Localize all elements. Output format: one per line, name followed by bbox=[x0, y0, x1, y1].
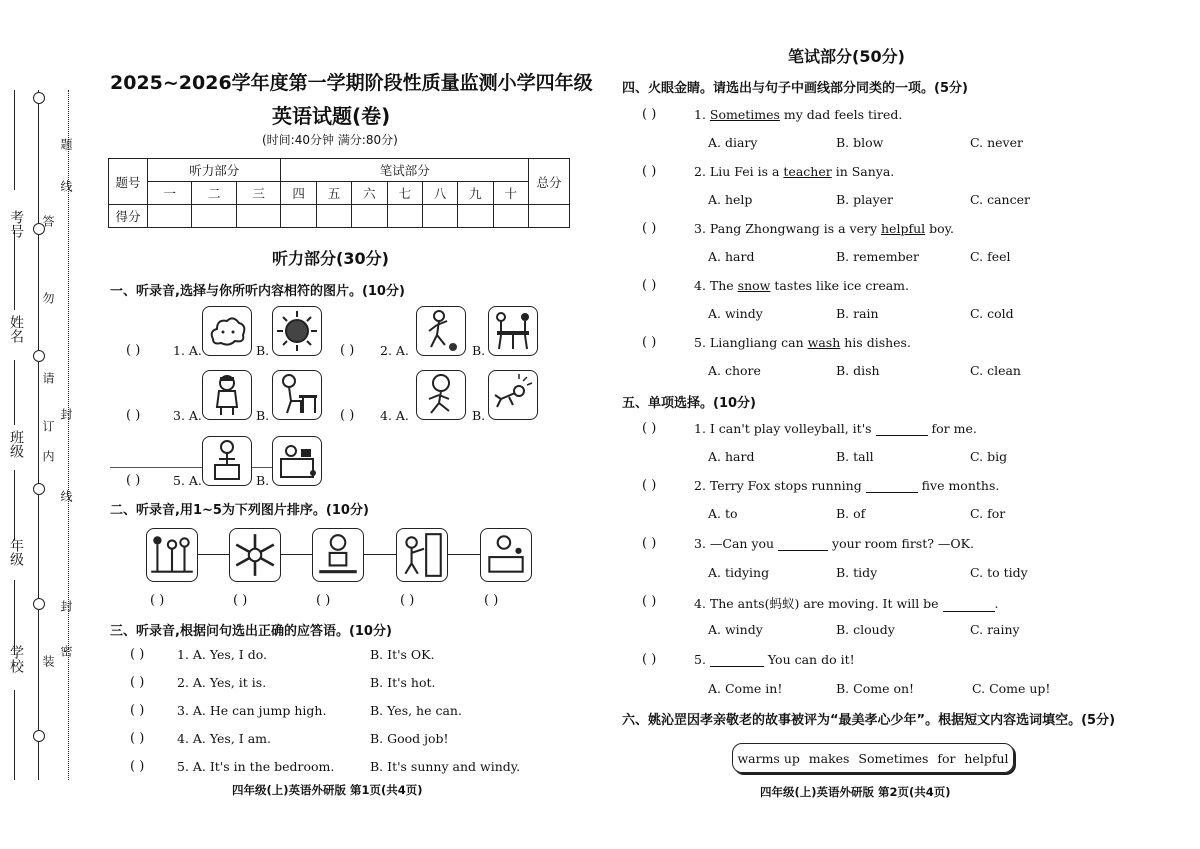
seal-char: 答 bbox=[41, 215, 55, 227]
option-b: B. bbox=[256, 408, 270, 423]
seal-char: 密 bbox=[59, 645, 73, 657]
question-text: 2. Terry Fox stops running five months. bbox=[694, 478, 1000, 493]
option-b: B. It's OK. bbox=[370, 647, 435, 662]
option-c: C. cancer bbox=[970, 192, 1030, 207]
score-col: 七 bbox=[387, 182, 422, 205]
option-a: A. hard bbox=[708, 449, 755, 464]
exam-number-label: 考号 bbox=[8, 210, 24, 238]
option-b: B. It's hot. bbox=[370, 675, 436, 690]
answer-paren[interactable]: ( ) bbox=[642, 107, 657, 122]
cloud-icon bbox=[202, 306, 252, 356]
option-b: B. bbox=[472, 408, 486, 423]
option-a: 1. A. Yes, I do. bbox=[177, 647, 267, 662]
score-cell[interactable] bbox=[422, 205, 457, 228]
option-c: C. to tidy bbox=[970, 565, 1028, 580]
section-1-title: 一、听录音,选择与你所听内容相符的图片。(10分) bbox=[110, 284, 405, 299]
page-footer: 四年级(上)英语外研版 第2页(共4页) bbox=[760, 785, 951, 799]
option-c: C. cold bbox=[970, 306, 1014, 321]
seal-char: 线 bbox=[59, 180, 73, 192]
written-header: 笔试部分(50分) bbox=[788, 47, 905, 66]
option-b: B. player bbox=[836, 192, 894, 207]
option-b: B. blow bbox=[836, 135, 884, 150]
section-3-title: 三、听录音,根据问句选出正确的应答语。(10分) bbox=[110, 624, 392, 639]
option-a: 4. A. Yes, I am. bbox=[177, 731, 271, 746]
option-a: 5. A. It's in the bedroom. bbox=[177, 759, 335, 774]
score-col: 五 bbox=[316, 182, 351, 205]
question-text: 3. Pang Zhongwang is a very helpful boy. bbox=[694, 221, 955, 236]
score-col: 三 bbox=[236, 182, 281, 205]
score-cell[interactable] bbox=[458, 205, 493, 228]
seal-char: 线 bbox=[59, 490, 73, 502]
seal-char: 请 bbox=[41, 372, 55, 384]
order-paren[interactable]: ( ) bbox=[484, 593, 499, 608]
word-option: Sometimes bbox=[858, 750, 929, 766]
answer-paren[interactable]: ( ) bbox=[642, 278, 657, 293]
seal-char: 内 bbox=[41, 450, 55, 462]
option-a: 3. A. He can jump high. bbox=[177, 703, 327, 718]
section-2-title: 二、听录音,用1~5为下列图片排序。(10分) bbox=[110, 503, 369, 518]
score-cell[interactable] bbox=[281, 205, 316, 228]
option-a: A. to bbox=[708, 506, 738, 521]
page-footer: 四年级(上)英语外研版 第1页(共4页) bbox=[232, 783, 423, 797]
score-cell[interactable] bbox=[148, 205, 192, 228]
option-b: B. tidy bbox=[836, 565, 878, 580]
option-b: B. rain bbox=[836, 306, 879, 321]
score-cell[interactable] bbox=[236, 205, 281, 228]
score-table-written: 笔试部分 bbox=[281, 159, 529, 182]
answer-paren[interactable]: ( ) bbox=[130, 675, 145, 690]
word-bank bbox=[732, 743, 1014, 773]
family-icon bbox=[146, 528, 198, 582]
exam-title: 2025~2026学年度第一学期阶段性质量监测小学四年级 bbox=[110, 72, 593, 94]
question-number: 3. A. bbox=[173, 408, 202, 423]
score-cell[interactable] bbox=[387, 205, 422, 228]
field-line bbox=[14, 230, 15, 310]
answer-paren[interactable]: ( ) bbox=[126, 343, 141, 358]
seal-char: 封 bbox=[59, 408, 73, 420]
order-paren[interactable]: ( ) bbox=[316, 593, 331, 608]
question-text: 1. Sometimes my dad feels tired. bbox=[694, 107, 903, 122]
school-label: 学校 bbox=[8, 645, 24, 673]
score-cell[interactable] bbox=[493, 205, 528, 228]
cooking-child-icon bbox=[312, 528, 364, 582]
option-b: B. remember bbox=[836, 249, 919, 264]
answer-paren[interactable]: ( ) bbox=[340, 408, 355, 423]
question-text: 4. The snow tastes like ice cream. bbox=[694, 278, 910, 293]
option-b: B. It's sunny and windy. bbox=[370, 759, 521, 774]
score-cell[interactable] bbox=[192, 205, 236, 228]
answer-paren[interactable]: ( ) bbox=[642, 164, 657, 179]
listening-header: 听力部分(30分) bbox=[272, 249, 389, 268]
answer-paren[interactable]: ( ) bbox=[642, 421, 657, 436]
answer-paren[interactable]: ( ) bbox=[130, 759, 145, 774]
field-line bbox=[14, 580, 15, 655]
score-col: 九 bbox=[458, 182, 493, 205]
score-col: 四 bbox=[281, 182, 316, 205]
score-table bbox=[108, 158, 570, 228]
option-a: A. diary bbox=[708, 135, 758, 150]
snowflake-icon bbox=[229, 528, 281, 582]
sick-child-icon bbox=[202, 370, 252, 420]
binding-margin bbox=[0, 80, 80, 780]
question-number: 5. A. bbox=[173, 473, 202, 488]
answer-paren[interactable]: ( ) bbox=[642, 536, 657, 551]
seal-char: 封 bbox=[59, 600, 73, 612]
field-line bbox=[14, 90, 15, 190]
answer-paren[interactable]: ( ) bbox=[130, 731, 145, 746]
option-a: A. help bbox=[708, 192, 753, 207]
binding-hole bbox=[33, 350, 45, 362]
name-label: 姓名 bbox=[8, 315, 24, 343]
answer-paren[interactable]: ( ) bbox=[642, 594, 657, 609]
option-b: B. of bbox=[836, 506, 866, 521]
field-line bbox=[14, 470, 15, 540]
option-b: B. cloudy bbox=[836, 622, 895, 637]
option-c: C. big bbox=[970, 449, 1008, 464]
option-b: B. bbox=[472, 343, 486, 358]
option-c: C. never bbox=[970, 135, 1023, 150]
field-line bbox=[14, 360, 15, 425]
option-b: B. Yes, he can. bbox=[370, 703, 462, 718]
question-text: 5. You can do it! bbox=[694, 652, 855, 667]
score-col: 六 bbox=[352, 182, 387, 205]
option-b: B. dish bbox=[836, 363, 880, 378]
order-paren[interactable]: ( ) bbox=[400, 593, 415, 608]
sun-icon bbox=[272, 306, 322, 356]
reading-child-icon bbox=[272, 370, 322, 420]
word-option: for bbox=[937, 750, 956, 766]
option-a: A. tidying bbox=[708, 565, 770, 580]
score-col: 二 bbox=[192, 182, 236, 205]
option-b: B. bbox=[256, 473, 270, 488]
football-icon bbox=[416, 306, 466, 356]
field-line bbox=[14, 690, 15, 780]
option-a: A. windy bbox=[708, 622, 763, 637]
divider bbox=[110, 467, 290, 468]
answer-paren[interactable]: ( ) bbox=[130, 647, 145, 662]
answer-paren[interactable]: ( ) bbox=[126, 473, 141, 488]
question-text: 4. The ants(蚂蚁) are moving. It will be . bbox=[694, 596, 999, 611]
section-5-title: 五、单项选择。(10分) bbox=[622, 396, 756, 411]
fallen-child-icon bbox=[488, 370, 538, 420]
order-paren[interactable]: ( ) bbox=[233, 593, 248, 608]
word-option: warms up bbox=[737, 750, 800, 766]
binding-hole bbox=[33, 730, 45, 742]
answer-paren[interactable]: ( ) bbox=[340, 343, 355, 358]
option-b: B. Come on! bbox=[836, 681, 915, 696]
exam-time: (时间:40分钟 满分:80分) bbox=[262, 133, 398, 147]
option-b: B. bbox=[256, 343, 270, 358]
question-text: 1. I can't play volleyball, it's for me. bbox=[694, 421, 977, 436]
score-col: 一 bbox=[148, 182, 192, 205]
option-c: C. feel bbox=[970, 249, 1011, 264]
option-b: B. Good job! bbox=[370, 731, 449, 746]
option-a: A. chore bbox=[708, 363, 761, 378]
answer-paren[interactable]: ( ) bbox=[642, 652, 657, 667]
binding-hole bbox=[33, 92, 45, 104]
option-c: C. rainy bbox=[970, 622, 1020, 637]
dotted-seal-line bbox=[68, 90, 69, 780]
grade-label: 年级 bbox=[8, 538, 24, 566]
score-cell[interactable] bbox=[529, 205, 570, 228]
seal-char: 勿 bbox=[41, 292, 55, 304]
binding-hole bbox=[33, 483, 45, 495]
cooking-icon bbox=[272, 436, 322, 486]
option-b: B. tall bbox=[836, 449, 874, 464]
binding-hole bbox=[33, 598, 45, 610]
option-c: C. for bbox=[970, 506, 1006, 521]
score-cell[interactable] bbox=[352, 205, 387, 228]
option-a: A. windy bbox=[708, 306, 763, 321]
question-number: 4. A. bbox=[380, 408, 409, 423]
score-table-listening: 听力部分 bbox=[148, 159, 281, 182]
section-6-title: 六、姚沁罡因孝亲敬老的故事被评为“最美孝心少年”。根据短文内容选词填空。(5分) bbox=[622, 713, 1116, 728]
order-paren[interactable]: ( ) bbox=[150, 593, 165, 608]
running-child-icon bbox=[416, 370, 466, 420]
washing-dishes-icon bbox=[480, 528, 532, 582]
question-text: 5. Liangliang can wash his dishes. bbox=[694, 335, 911, 350]
word-option: helpful bbox=[964, 750, 1009, 766]
class-label: 班级 bbox=[8, 430, 24, 458]
answer-paren[interactable]: ( ) bbox=[126, 408, 141, 423]
door-child-icon bbox=[396, 528, 448, 582]
question-text: 2. Liu Fei is a teacher in Sanya. bbox=[694, 164, 895, 179]
answer-paren[interactable]: ( ) bbox=[130, 703, 145, 718]
option-c: C. clean bbox=[970, 363, 1021, 378]
seal-char: 题 bbox=[59, 138, 73, 150]
section-4-title: 四、火眼金睛。请选出与句子中画线部分同类的一项。(5分) bbox=[622, 81, 968, 96]
exam-subtitle: 英语试题(卷) bbox=[272, 104, 391, 128]
option-a: 2. A. Yes, it is. bbox=[177, 675, 267, 690]
option-a: A. Come in! bbox=[708, 681, 783, 696]
option-a: A. hard bbox=[708, 249, 755, 264]
seal-char: 订 bbox=[41, 420, 55, 432]
answer-paren[interactable]: ( ) bbox=[642, 335, 657, 350]
answer-paren[interactable]: ( ) bbox=[642, 221, 657, 236]
score-col: 八 bbox=[422, 182, 457, 205]
washing-child-icon bbox=[202, 436, 252, 486]
table-tennis-icon bbox=[488, 306, 538, 356]
word-option: makes bbox=[808, 750, 850, 766]
score-table-header-label: 题号 bbox=[109, 159, 148, 205]
option-c: C. Come up! bbox=[972, 681, 1051, 696]
seal-char: 装 bbox=[41, 655, 55, 667]
score-row-label: 得分 bbox=[109, 205, 148, 228]
score-cell[interactable] bbox=[316, 205, 351, 228]
score-col: 十 bbox=[493, 182, 528, 205]
answer-paren[interactable]: ( ) bbox=[642, 478, 657, 493]
question-number: 2. A. bbox=[380, 343, 409, 358]
seal-line bbox=[38, 90, 39, 780]
question-number: 1. A. bbox=[173, 343, 202, 358]
question-text: 3. —Can you your room first? —OK. bbox=[694, 536, 974, 551]
score-table-total: 总分 bbox=[529, 159, 570, 205]
